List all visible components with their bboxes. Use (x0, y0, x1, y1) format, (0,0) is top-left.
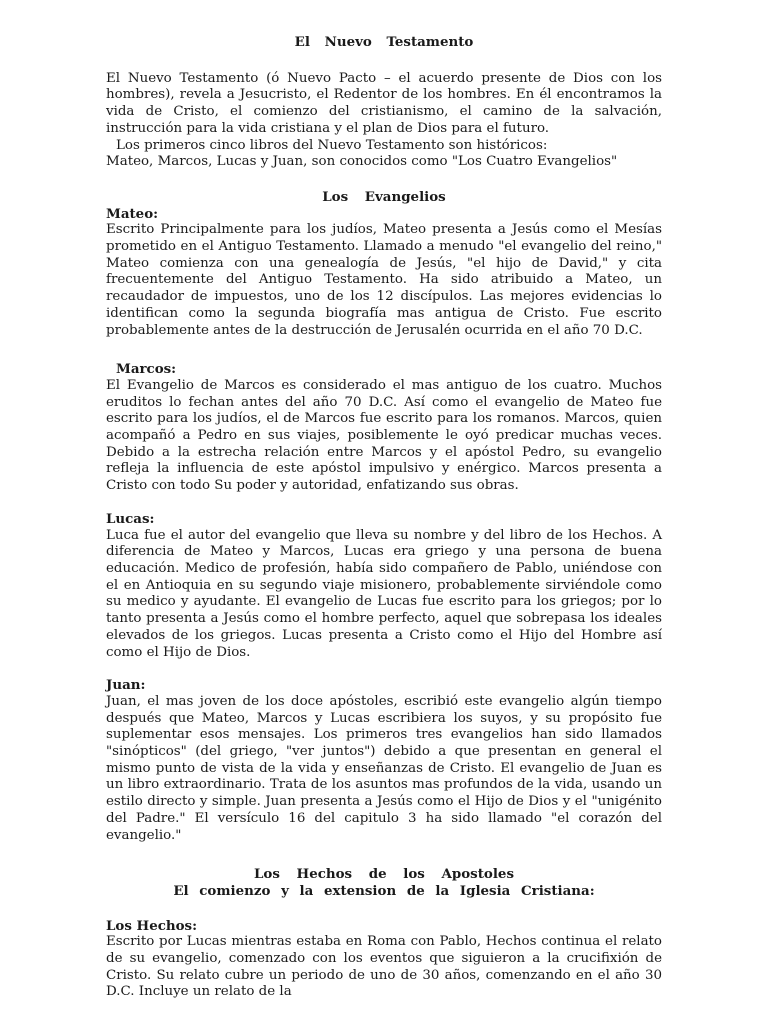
intro-paragraph: El Nuevo Testamento (ó Nuevo Pacto – el acuerdo presente de Dios con los hombres), revela a Jesucristo, el Redentor de los hombres. En él encontramos la vida de Cristo, el comienzo del cristianismo, el camino de la salvación, instrucción para la vida cristiana y el plan de Dios para el futuro. (106, 70, 662, 136)
paragraph-hechos: Escrito por Lucas mientras estaba en Roma con Pablo, Hechos continua el relato de su evangelio, comenzado con los eventos que siguieron a la crucifixión de Cristo. Su relato cubre un periodo de uno de 30 años, comenzando en el año 30 D.C. Incluye un relato de la (106, 934, 662, 1000)
heading-marcos: Marcos: (116, 361, 177, 378)
section-title-evangelios: Los Evangelios (322, 188, 446, 205)
section-subtitle-hechos: El comienzo y la extension de la Iglesia Cristiana: (173, 882, 595, 899)
document-title: El Nuevo Testamento (294, 34, 474, 50)
heading-lucas: Lucas: (106, 510, 155, 527)
paragraph-lucas: Luca fue el autor del evangelio que lleva su nombre y del libro de los Hechos. A diferencia de Mateo y Marcos, Lucas era griego y una persona de buena educación. Medico de profesión, había sido compañero de Pablo, uniéndose con el en Antioquia en su segundo viaje misionero, probablemente sirviéndole como su medico y ayudante. El evangelio de Lucas fue escrito para los griegos; por lo tanto presenta a Jesús como el hombre perfecto, aquel que sobrepasa los ideales elevados de los griegos. Lucas presenta a Cristo como el Hijo del Hombre así como el Hijo de Dios. (106, 527, 662, 660)
intro-gospels-line: Mateo, Marcos, Lucas y Juan, son conocidos como "Los Cuatro Evangelios" (106, 154, 618, 170)
paragraph-juan: Juan, el mas joven de los doce apóstoles, escribió este evangelio algún tiempo después que Mateo, Marcos y Lucas escribiera los suyos, y su propósito fue suplementar esos mensajes. Los primeros tres evangelios han sido llamados "sinópticos" (del griego, "ver juntos") debido a que presentan en general el mismo punto de vista de la vida y enseñanzas de Cristo. El evangelio de Juan es un libro extraordinario. Trata de los asuntos mas profundos de la vida, usando un estilo directo y simple. Juan presenta a Jesús como el Hijo de Dios y el "unigénito del Padre." El versículo 16 del capitulo 3 ha sido llamado "el corazón del evangelio." (106, 693, 662, 843)
heading-mateo: Mateo: (106, 205, 159, 222)
paragraph-marcos: El Evangelio de Marcos es considerado el mas antiguo de los cuatro. Muchos eruditos lo fechan antes del año 70 D.C. Así como el evangelio de Mateo fue escrito para los judíos, el de Marcos fue escrito para los romanos. Marcos, quien acompañó a Pedro en sus viajes, posiblemente le oyó predicar muchas veces. Debido a la estrecha relación entre Marcos y el apóstol Pedro, su evangelio refleja la influencia de este apóstol impulsivo y enérgico. Marcos presenta a Cristo con todo Su poder y autoridad, enfatizando sus obras. (106, 377, 662, 494)
intro-historical-line: Los primeros cinco libros del Nuevo Testamento son históricos: (116, 137, 548, 153)
heading-hechos: Los Hechos: (106, 917, 198, 934)
heading-juan: Juan: (106, 677, 146, 694)
section-title-hechos: Los Hechos de los Apostoles (254, 866, 514, 883)
paragraph-mateo: Escrito Principalmente para los judíos, Mateo presenta a Jesús como el Mesías prometido en el Antiguo Testamento. Llamado a menudo "el evangelio del reino," Mateo comienza con una genealogía de Jesús, "el hijo de David," y cita frecuentemente del Antiguo Testamento. Ha sido atribuido a Mateo, un recaudador de impuestos, uno de los 12 discípulos. Las mejores evidencias lo identifican como la segunda biografía mas antigua de Cristo. Fue escrito probablemente antes de la destrucción de Jerusalén ocurrida en el año 70 D.C. (106, 222, 662, 338)
document-page (106, 34, 662, 1001)
